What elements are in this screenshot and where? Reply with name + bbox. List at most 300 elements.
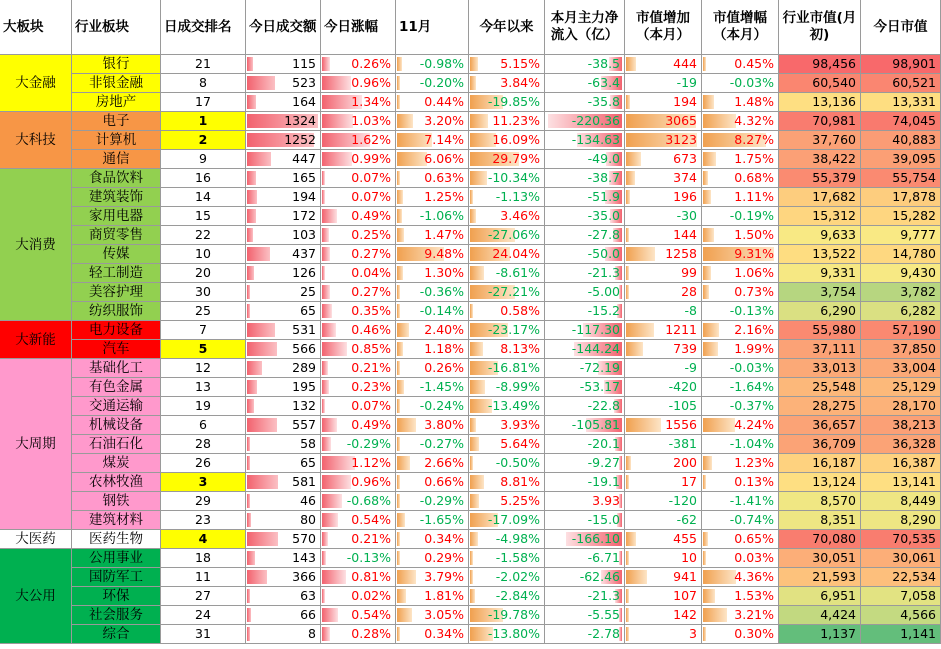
ytd-value: -8.61% (495, 265, 540, 280)
today-change-value: 0.02% (351, 588, 391, 603)
rank-cell (161, 302, 246, 321)
mv-add-value: 739 (673, 341, 697, 356)
industry-cell (72, 606, 161, 625)
mv-add-bar (626, 190, 630, 204)
rank-cell (161, 530, 246, 549)
november-cell (396, 625, 469, 644)
mv-now-cell (861, 416, 941, 435)
today-change-cell (321, 587, 396, 606)
today-change-value: 0.99% (351, 151, 391, 166)
mv-now-value: 33,004 (892, 360, 936, 375)
mv-add-cell (625, 606, 702, 625)
turnover-cell (246, 397, 321, 416)
net-inflow-value: -53.17 (579, 379, 620, 394)
mv-start-value: 8,351 (820, 512, 856, 527)
turnover-value: 172 (292, 208, 316, 223)
ytd-cell (469, 473, 545, 492)
ytd-value: -2.84% (495, 588, 540, 603)
today-change-cell (321, 93, 396, 112)
mv-start-value: 37,760 (812, 132, 856, 147)
mv-pct-cell (702, 264, 779, 283)
ytd-value: -13.49% (487, 398, 540, 413)
mv-now-value: 9,777 (900, 227, 936, 242)
today-change-bar (322, 513, 338, 527)
mv-pct-cell (702, 359, 779, 378)
mv-pct-value: 0.30% (734, 626, 774, 641)
turnover-cell (246, 587, 321, 606)
mv-pct-cell (702, 302, 779, 321)
mv-add-cell (625, 568, 702, 587)
ytd-cell (469, 587, 545, 606)
turnover-value: 531 (292, 322, 316, 337)
today-change-bar (322, 627, 330, 641)
industry-cell (72, 226, 161, 245)
ytd-bar (470, 456, 473, 470)
net-inflow-cell (545, 568, 625, 587)
today-change-bar (322, 266, 325, 280)
today-change-cell (321, 188, 396, 207)
header-mv-pct (702, 0, 779, 55)
net-inflow-value: -5.00 (587, 284, 620, 299)
turnover-cell (246, 549, 321, 568)
mv-now-cell (861, 435, 941, 454)
today-change-cell (321, 378, 396, 397)
november-bar (397, 209, 402, 223)
rank-value: 24 (195, 607, 211, 622)
ytd-cell (469, 606, 545, 625)
mv-add-bar (626, 551, 629, 565)
today-change-value: 0.07% (351, 170, 391, 185)
today-change-value: -0.13% (346, 550, 391, 565)
rank-value: 21 (195, 56, 211, 71)
mv-now-cell (861, 283, 941, 302)
turnover-cell (246, 55, 321, 74)
industry-value: 交通运输 (89, 398, 143, 414)
mv-add-bar (626, 532, 636, 546)
industry-cell (72, 359, 161, 378)
mv-start-cell (779, 473, 861, 492)
mv-pct-cell (702, 473, 779, 492)
turnover-cell (246, 283, 321, 302)
header-mv-start (779, 0, 861, 55)
today-change-bar (322, 494, 342, 508)
today-change-bar (322, 342, 347, 356)
turnover-bar (247, 399, 254, 413)
industry-value: 煤炭 (102, 455, 130, 471)
rank-cell (161, 454, 246, 473)
november-bar (397, 589, 406, 603)
mv-now-value: 28,170 (892, 398, 936, 413)
today-change-bar (322, 76, 351, 90)
ytd-value: 11.23% (492, 113, 540, 128)
mv-now-value: 39,095 (892, 151, 936, 166)
november-value: 3.05% (424, 607, 464, 622)
november-value: 7.14% (424, 132, 464, 147)
november-cell (396, 283, 469, 302)
rank-cell (161, 264, 246, 283)
mv-now-cell (861, 397, 941, 416)
net-inflow-cell (545, 587, 625, 606)
today-change-bar (322, 171, 325, 185)
header-label: 本月主力净流入（亿） (550, 10, 619, 43)
mv-start-cell (779, 340, 861, 359)
november-bar (397, 399, 400, 413)
november-bar (397, 475, 400, 489)
turnover-bar (247, 76, 275, 90)
net-inflow-cell (545, 454, 625, 473)
turnover-bar (247, 228, 253, 242)
turnover-cell (246, 207, 321, 226)
sector-group-cell (0, 55, 72, 112)
turnover-value: 557 (292, 417, 316, 432)
net-inflow-cell (545, 359, 625, 378)
mv-now-value: 36,328 (892, 436, 936, 451)
november-bar (397, 152, 427, 166)
sector-group-label: 大周期 (15, 436, 56, 452)
mv-start-value: 17,682 (812, 189, 856, 204)
today-change-bar (322, 304, 332, 318)
mv-add-value: -8 (684, 303, 697, 318)
today-change-cell (321, 150, 396, 169)
turnover-cell (246, 131, 321, 150)
mv-start-value: 60,540 (812, 75, 856, 90)
mv-now-value: 15,282 (892, 208, 936, 223)
november-bar (397, 380, 404, 394)
rank-value: 29 (195, 493, 211, 508)
november-value: -0.27% (419, 436, 464, 451)
turnover-value: 143 (292, 550, 316, 565)
turnover-bar (247, 304, 250, 318)
industry-value: 通信 (102, 151, 130, 167)
mv-pct-cell (702, 55, 779, 74)
ytd-cell (469, 416, 545, 435)
mv-start-value: 70,981 (812, 113, 856, 128)
mv-start-cell (779, 511, 861, 530)
turnover-bar (247, 418, 277, 432)
today-change-bar (322, 589, 325, 603)
today-change-bar (322, 380, 329, 394)
mv-pct-value: 0.68% (734, 170, 774, 185)
ytd-bar (470, 418, 476, 432)
november-value: 0.44% (424, 94, 464, 109)
turnover-cell (246, 74, 321, 93)
mv-now-cell (861, 625, 941, 644)
net-inflow-cell (545, 264, 625, 283)
turnover-bar (247, 494, 250, 508)
mv-pct-bar (703, 95, 714, 109)
today-change-value: 1.12% (351, 455, 391, 470)
ytd-cell (469, 435, 545, 454)
mv-now-cell (861, 321, 941, 340)
today-change-value: 0.27% (351, 246, 391, 261)
mv-start-cell (779, 492, 861, 511)
rank-cell (161, 435, 246, 454)
november-bar (397, 323, 409, 337)
industry-value: 轻工制造 (89, 265, 143, 281)
header-net-inflow (545, 0, 625, 55)
mv-pct-cell (702, 530, 779, 549)
mv-start-value: 9,633 (820, 227, 856, 242)
november-cell (396, 55, 469, 74)
rank-cell (161, 74, 246, 93)
industry-cell (72, 131, 161, 150)
today-change-cell (321, 530, 396, 549)
mv-pct-cell (702, 207, 779, 226)
mv-start-value: 21,593 (812, 569, 856, 584)
mv-add-bar (626, 171, 635, 185)
industry-cell (72, 530, 161, 549)
industry-value: 钢铁 (102, 493, 130, 509)
turnover-cell (246, 169, 321, 188)
november-value: 6.06% (424, 151, 464, 166)
net-inflow-value: -35.8 (587, 94, 620, 109)
net-inflow-value: -38.7 (587, 170, 620, 185)
today-change-value: 0.21% (351, 360, 391, 375)
november-bar (397, 361, 400, 375)
sector-group-cell (0, 112, 72, 169)
turnover-value: 437 (292, 246, 316, 261)
turnover-value: 103 (292, 227, 316, 242)
today-change-cell (321, 454, 396, 473)
sector-group-label: 大新能 (15, 331, 56, 348)
industry-cell (72, 169, 161, 188)
november-cell (396, 302, 469, 321)
today-change-value: -0.29% (346, 436, 391, 451)
mv-start-value: 37,111 (812, 341, 856, 356)
mv-add-cell (625, 359, 702, 378)
ytd-cell (469, 112, 545, 131)
header-mv-now (861, 0, 941, 55)
industry-cell (72, 625, 161, 644)
industry-value: 非银金融 (89, 75, 143, 91)
mv-pct-value: 1.99% (734, 341, 774, 356)
november-cell (396, 264, 469, 283)
ytd-bar (470, 342, 483, 356)
today-change-bar (322, 418, 337, 432)
today-change-cell (321, 340, 396, 359)
ytd-value: 8.81% (500, 474, 540, 489)
net-inflow-cell (545, 55, 625, 74)
mv-pct-cell (702, 283, 779, 302)
today-change-value: 1.03% (351, 113, 391, 128)
turnover-value: 194 (292, 189, 316, 204)
mv-start-cell (779, 131, 861, 150)
today-change-cell (321, 625, 396, 644)
today-change-cell (321, 226, 396, 245)
november-bar (397, 513, 405, 527)
mv-start-cell (779, 606, 861, 625)
november-cell (396, 530, 469, 549)
today-change-cell (321, 264, 396, 283)
net-inflow-cell (545, 169, 625, 188)
mv-add-cell (625, 321, 702, 340)
mv-pct-cell (702, 340, 779, 359)
mv-add-value: 196 (673, 189, 697, 204)
mv-now-value: 74,045 (892, 113, 936, 128)
ytd-value: -27.21% (487, 284, 540, 299)
mv-now-value: 98,901 (892, 56, 936, 71)
net-inflow-value: 3.93 (592, 493, 620, 508)
turnover-value: 570 (292, 531, 316, 546)
sector-group-label: 大公用 (15, 588, 56, 604)
industry-cell (72, 473, 161, 492)
ytd-value: 8.13% (500, 341, 540, 356)
net-inflow-cell (545, 112, 625, 131)
industry-cell (72, 378, 161, 397)
mv-now-cell (861, 606, 941, 625)
turnover-bar (247, 209, 256, 223)
mv-start-cell (779, 207, 861, 226)
header-label: 市值增幅（本月） (713, 10, 767, 43)
mv-pct-value: 2.16% (734, 322, 774, 337)
net-inflow-value: -5.55 (587, 607, 620, 622)
mv-add-value: 107 (673, 588, 697, 603)
november-value: 1.81% (424, 588, 464, 603)
net-inflow-cell (545, 340, 625, 359)
rank-value: 12 (195, 360, 211, 375)
ytd-cell (469, 264, 545, 283)
november-cell (396, 454, 469, 473)
today-change-cell (321, 169, 396, 188)
mv-start-cell (779, 169, 861, 188)
mv-pct-bar (703, 475, 706, 489)
industry-value: 汽车 (102, 341, 130, 357)
turnover-value: 195 (292, 379, 316, 394)
mv-start-cell (779, 112, 861, 131)
mv-add-value: 200 (673, 455, 697, 470)
turnover-value: 581 (292, 474, 316, 489)
november-value: 1.47% (424, 227, 464, 242)
mv-pct-value: 4.32% (734, 113, 774, 128)
mv-now-value: 25,129 (892, 379, 936, 394)
net-inflow-value: -20.1 (587, 436, 620, 451)
industry-cell (72, 302, 161, 321)
turnover-bar (247, 532, 278, 546)
net-inflow-cell (545, 74, 625, 93)
mv-start-value: 3,754 (820, 284, 856, 299)
industry-cell (72, 112, 161, 131)
rank-cell (161, 340, 246, 359)
header-november (396, 0, 469, 55)
today-change-bar (322, 152, 352, 166)
mv-now-cell (861, 188, 941, 207)
net-inflow-value: -2.78 (587, 626, 620, 641)
november-value: -1.65% (419, 512, 464, 527)
industry-cell (72, 93, 161, 112)
mv-start-cell (779, 378, 861, 397)
mv-add-cell (625, 454, 702, 473)
industry-cell (72, 511, 161, 530)
mv-now-cell (861, 55, 941, 74)
mv-pct-value: 0.65% (734, 531, 774, 546)
industry-cell (72, 492, 161, 511)
today-change-bar (322, 323, 336, 337)
november-cell (396, 359, 469, 378)
mv-start-cell (779, 93, 861, 112)
ytd-value: -0.50% (495, 455, 540, 470)
mv-pct-bar (703, 532, 708, 546)
mv-now-value: 40,883 (892, 132, 936, 147)
mv-add-value: 10 (681, 550, 697, 565)
mv-start-cell (779, 74, 861, 93)
net-inflow-value: -220.36 (571, 113, 620, 128)
today-change-cell (321, 492, 396, 511)
header-label: 日成交排名 (164, 18, 232, 35)
mv-now-value: 22,534 (892, 569, 936, 584)
mv-pct-bar (703, 190, 711, 204)
mv-add-cell (625, 549, 702, 568)
ytd-value: -27.06% (487, 227, 540, 242)
mv-now-cell (861, 340, 941, 359)
mv-pct-value: 0.73% (734, 284, 774, 299)
turnover-cell (246, 112, 321, 131)
mv-add-cell (625, 283, 702, 302)
rank-cell (161, 150, 246, 169)
mv-add-value: -30 (676, 208, 697, 223)
mv-start-value: 30,051 (812, 550, 856, 565)
turnover-cell (246, 606, 321, 625)
mv-pct-value: -1.64% (729, 379, 774, 394)
november-value: -0.14% (419, 303, 464, 318)
mv-now-value: 70,535 (892, 531, 936, 546)
november-bar (397, 532, 400, 546)
november-value: -0.36% (419, 284, 464, 299)
industry-value: 食品饮料 (89, 170, 143, 186)
mv-add-value: 3065 (665, 113, 697, 128)
november-value: 0.26% (424, 360, 464, 375)
rank-value: 1 (198, 113, 208, 128)
today-change-bar (322, 361, 328, 375)
rank-value: 28 (195, 436, 211, 451)
mv-pct-cell (702, 625, 779, 644)
mv-add-cell (625, 587, 702, 606)
mv-add-value: 3 (689, 626, 697, 641)
ytd-value: -13.80% (487, 626, 540, 641)
ytd-cell (469, 283, 545, 302)
mv-add-value: 194 (673, 94, 697, 109)
rank-value: 5 (198, 341, 208, 356)
mv-add-value: -420 (668, 379, 697, 394)
industry-value: 计算机 (95, 132, 137, 148)
november-bar (397, 551, 400, 565)
mv-add-cell (625, 473, 702, 492)
mv-add-bar (626, 152, 641, 166)
today-change-value: 0.26% (351, 56, 391, 71)
november-value: 9.48% (424, 246, 464, 261)
industry-value: 美容护理 (89, 284, 143, 300)
industry-value: 农林牧渔 (89, 474, 143, 490)
industry-value: 环保 (102, 588, 130, 604)
today-change-cell (321, 245, 396, 264)
turnover-cell (246, 188, 321, 207)
mv-start-cell (779, 530, 861, 549)
ytd-cell (469, 625, 545, 644)
mv-pct-bar (703, 551, 706, 565)
today-change-bar (322, 532, 328, 546)
ytd-value: 5.64% (500, 436, 540, 451)
sector-group-cell (0, 549, 72, 644)
november-cell (396, 321, 469, 340)
rank-value: 14 (195, 189, 211, 204)
mv-now-value: 8,290 (900, 512, 936, 527)
mv-pct-value: 0.13% (734, 474, 774, 489)
ytd-bar (470, 209, 476, 223)
november-bar (397, 266, 403, 280)
net-inflow-value: -117.30 (571, 322, 620, 337)
rank-value: 6 (199, 417, 207, 432)
november-bar (397, 304, 400, 318)
rank-value: 30 (195, 284, 211, 299)
